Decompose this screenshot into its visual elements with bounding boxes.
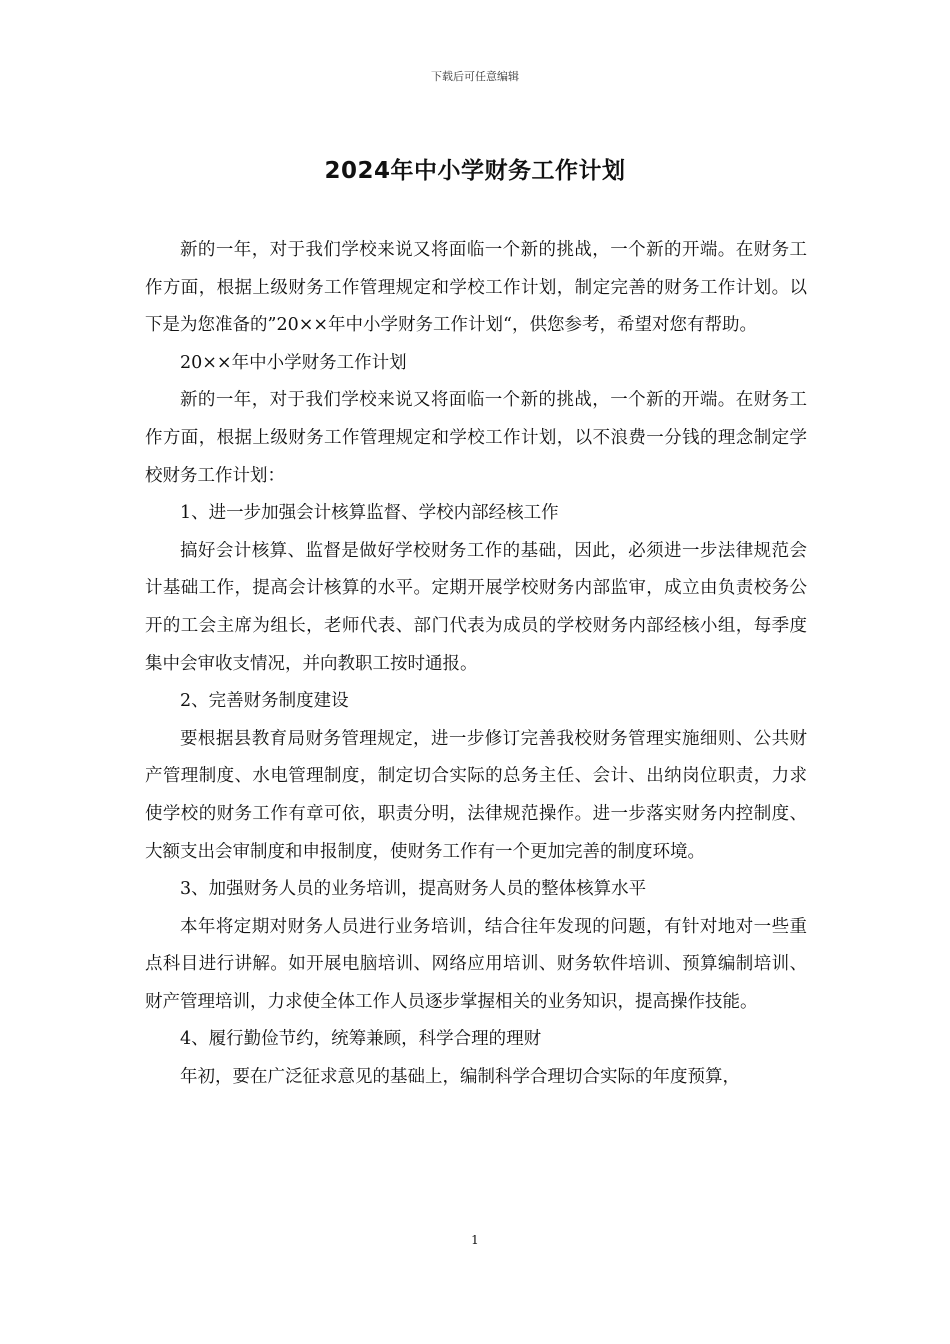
page-number: 1 xyxy=(471,1233,479,1247)
section-heading-4: 4、履行勤俭节约，统筹兼顾，科学合理的理财 xyxy=(180,1029,542,1050)
section-body-3: 本年将定期对财务人员进行业务培训，结合往年发现的问题，有针对地对一些重点科目进行讲解。如开展电脑培训、网络应用培训、财务软件培训、预算编制培训、财产管理培训，力求使全体工作人员逐步掌握相关的业务知识，提高操作技能。 xyxy=(145,916,807,1012)
section-heading-3: 3、加强财务人员的业务培训，提高财务人员的整体核算水平 xyxy=(180,879,647,900)
page-title: 2024年中小学财务工作计划 xyxy=(324,158,626,184)
section-body-2: 要根据县教育局财务管理规定，进一步修订完善我校财务管理实施细则、公共财产管理制度、水电管理制度，制定切合实际的总务主任、会计、出纳岗位职责，力求使学校的财务工作有章可依，职责分明，法律规范操作。进一步落实财务内控制度、大额支出会审制度和申报制度，使财务工作有一个更加完善的制度环境。 xyxy=(145,728,807,862)
paragraph-intro: 新的一年，对于我们学校来说又将面临一个新的挑战，一个新的开端。在财务工作方面，根据上级财务工作管理规定和学校工作计划，制定完善的财务工作计划。以下是为您准备的”20××年中小学财务工作计划“，供您参考，希望对您有帮助。 xyxy=(145,240,807,336)
document-body xyxy=(145,232,807,1097)
paragraph-subtitle: 20××年中小学财务工作计划 xyxy=(180,352,407,373)
section-heading-2: 2、完善财务制度建设 xyxy=(180,691,349,712)
section-body-1: 搞好会计核算、监督是做好学校财务工作的基础，因此，必须进一步法律规范会计基础工作，提高会计核算的水平。定期开展学校财务内部监审，成立由负责校务公开的工会主席为组长，老师代表、部门代表为成员的学校财务内部经核小组，每季度集中会审收支情况，并向教职工按时通报。 xyxy=(145,540,807,674)
section-body-4: 年初，要在广泛征求意见的基础上，编制科学合理切合实际的年度预算， xyxy=(180,1067,740,1088)
paragraph-opening: 新的一年，对于我们学校来说又将面临一个新的挑战，一个新的开端。在财务工作方面，根据上级财务工作管理规定和学校工作计划，以不浪费一分钱的理念制定学校财务工作计划： xyxy=(145,390,807,486)
page-header: 下载后可任意编辑 xyxy=(431,70,519,83)
section-heading-1: 1、进一步加强会计核算监督、学校内部经核工作 xyxy=(180,503,559,524)
